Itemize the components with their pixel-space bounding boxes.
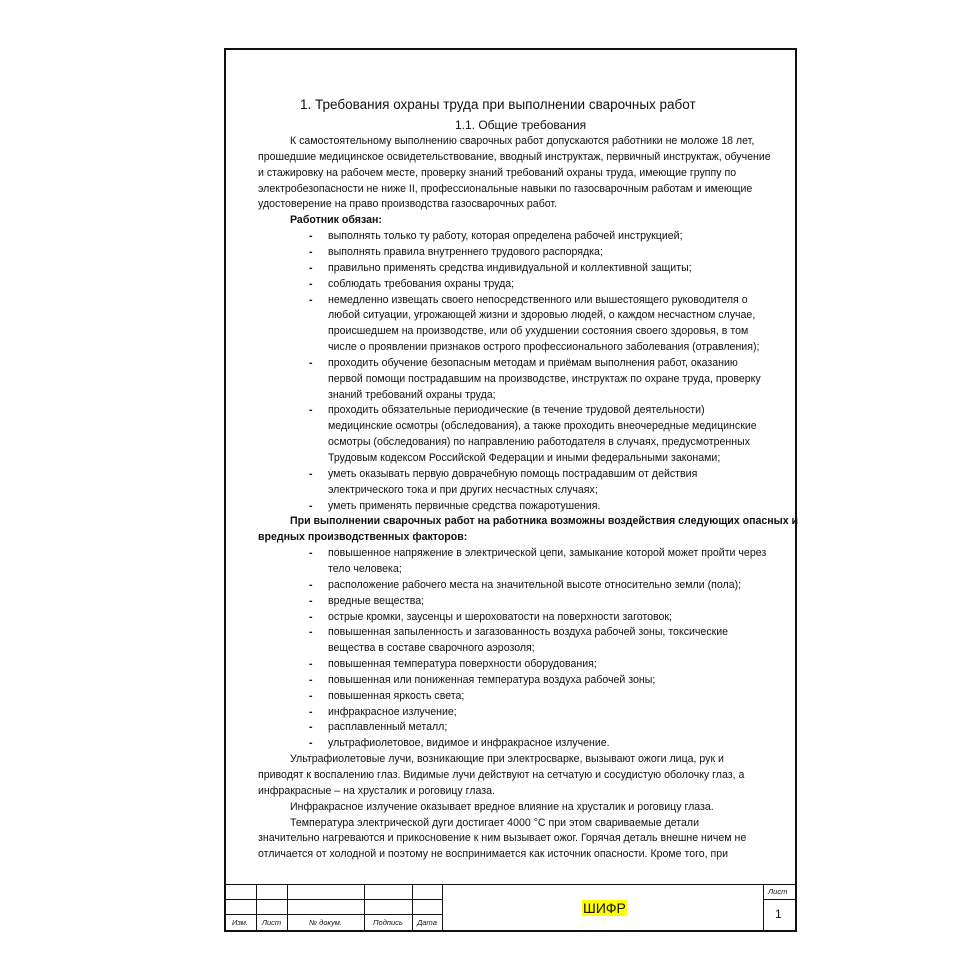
list-item-line: повышенная запыленность и загазованность воздуха рабочей зоны, токсические — [328, 626, 729, 639]
paragraph-line: и стажировку на рабочем месте, проверку знаний требований охраны труда, имеющие группу по — [258, 166, 737, 179]
list-item-line: острые кромки, заусенцы и шероховатости на поверхности заготовок; — [328, 610, 672, 623]
list-item-line: расположение рабочего места на значительной высоте относительно земли (пола); — [328, 578, 742, 591]
paragraph-line: удостоверение на право производства газосварочных работ. — [258, 198, 558, 211]
paragraph-line: отличается от холодной и поэтому не воспринимается как источник опасности. Кроме того, при — [258, 848, 729, 861]
list-item-line: происшедшем на производстве, или об ухудшении состояния своего здоровья, в том — [328, 325, 749, 338]
bullet-dash: - — [309, 658, 313, 671]
list-item-line: числе о проявлении признаков острого профессионального заболевания (отравления); — [328, 341, 760, 354]
section-title: 1. Требования охраны труда при выполнении сварочных работ — [300, 97, 696, 112]
sheet-label: Лист — [768, 887, 788, 896]
bullet-dash: - — [309, 626, 313, 639]
list-item-line: повышенная или пониженная температура воздуха рабочей зоны; — [328, 673, 656, 686]
bullet-dash: - — [309, 404, 313, 417]
bullet-dash: - — [309, 721, 313, 734]
list-item-line: уметь оказывать первую доврачебную помощь пострадавшим от действия — [328, 467, 698, 480]
bullet-dash: - — [309, 261, 313, 274]
bullet-dash: - — [309, 673, 313, 686]
document-cipher: ШИФР — [583, 900, 626, 916]
list-item-line: тело человека; — [328, 562, 402, 575]
list-item-line: электрического тока и при других несчастных случаях; — [328, 483, 598, 496]
bullet-dash: - — [309, 547, 313, 560]
bullet-dash: - — [309, 467, 313, 480]
bullet-dash: - — [309, 610, 313, 623]
paragraph-line: значительно нагреваются и прикосновение к ним вызывает ожог. Горячая деталь внешне ничем не — [258, 832, 747, 845]
bold-heading-line: Работник обязан: — [290, 214, 382, 227]
bold-heading-line: При выполнении сварочных работ на работника возможны воздействия следующих опасных и — [290, 515, 799, 528]
list-item-line: первой помощи пострадавшим на производстве, инструктаж по охране труда, проверку — [328, 372, 761, 385]
list-item-line: соблюдать требования охраны труда; — [328, 277, 515, 290]
list-item-line: вещества в составе сварочного аэрозоля; — [328, 642, 535, 655]
list-item-line: инфракрасное излучение; — [328, 705, 457, 718]
caption-signature: Подпись — [373, 918, 403, 927]
paragraph-line: Инфракрасное излучение оказывает вредное влияние на хрусталик и роговицу глаза. — [290, 800, 714, 813]
list-item-line: расплавленный металл; — [328, 721, 448, 734]
bullet-dash: - — [309, 499, 313, 512]
list-item-line: Трудовым кодексом Российской Федерации и иными федеральными законами; — [328, 452, 721, 464]
list-item-line: повышенное напряжение в электрической цепи, замыкание которой может пройти через — [328, 547, 767, 560]
bullet-dash: - — [309, 230, 313, 243]
list-item-line: повышенная яркость света; — [328, 689, 465, 702]
paragraph-line: электробезопасности не ниже II, профессиональные навыки по газосварочным работам и имеющие — [258, 182, 753, 195]
list-item-line: выполнять только ту работу, которая определена рабочей инструкцией; — [328, 230, 683, 243]
caption-change: Изм. — [232, 918, 248, 927]
paragraph-line: К самостоятельному выполнению сварочных работ допускаются работники не моложе 18 лет, — [290, 135, 755, 147]
paragraph-line: приводят к воспалению глаз. Видимые лучи действуют на сетчатую и сосудистую оболочку глаз, а — [258, 769, 745, 781]
bullet-dash: - — [309, 594, 313, 607]
list-item-line: проходить обучение безопасным методам и приёмам выполнения работ, оказанию — [328, 356, 738, 369]
list-item-line: уметь применять первичные средства пожаротушения. — [328, 499, 601, 512]
list-item-line: повышенная температура поверхности оборудования; — [328, 658, 597, 671]
list-item-line: любой ситуации, угрожающей жизни и здоровью людей, о каждом несчастном случае, — [328, 309, 756, 322]
bold-heading-line: вредных производственных факторов: — [258, 531, 468, 544]
subsection-title: 1.1. Общие требования — [455, 118, 587, 132]
bullet-dash: - — [309, 277, 313, 290]
list-item-line: вредные вещества; — [328, 594, 425, 607]
bullet-dash: - — [309, 689, 313, 702]
sheet-number: 1 — [775, 907, 782, 921]
bullet-dash: - — [309, 705, 313, 718]
list-item-line: правильно применять средства индивидуальной и коллективной защиты; — [328, 261, 692, 274]
list-item-line: немедленно извещать своего непосредственного или вышестоящего руководителя о — [328, 293, 748, 306]
caption-doc-number: № докум. — [308, 918, 343, 927]
bullet-dash: - — [309, 245, 313, 258]
paragraph-line: Ультрафиолетовые лучи, возникающие при электросварке, вызывают ожоги лица, рук и — [290, 753, 724, 766]
list-item-line: осмотры (обследования) по направлению работодателя в случаях, предусмотренных — [328, 436, 751, 449]
bullet-dash: - — [309, 293, 313, 306]
bullet-dash: - — [309, 578, 313, 591]
paragraph-line: прошедшие медицинское освидетельствование, вводный инструктаж, первичный инструктаж, обучение — [258, 150, 771, 163]
paragraph-line: инфракрасные – на хрусталик и роговицу глаза. — [258, 784, 495, 797]
list-item-line: знаний требований охраны труда; — [328, 388, 496, 401]
list-item-line: выполнять правила внутреннего трудового распорядка; — [328, 245, 603, 258]
caption-date: Дата — [417, 918, 437, 927]
paragraph-line: Температура электрической дуги достигает 4000 °С при этом свариваемые детали — [290, 816, 700, 829]
bullet-dash: - — [309, 737, 313, 750]
list-item-line: ультрафиолетовое, видимое и инфракрасное излучение. — [328, 737, 610, 750]
bullet-dash: - — [309, 356, 313, 369]
list-item-line: проходить обязательные периодические (в течение трудовой деятельности) — [328, 404, 705, 417]
list-item-line: медицинские осмотры (обследования), а также проходить внеочередные медицинские — [328, 420, 757, 433]
caption-sheet: Лист — [261, 918, 282, 927]
